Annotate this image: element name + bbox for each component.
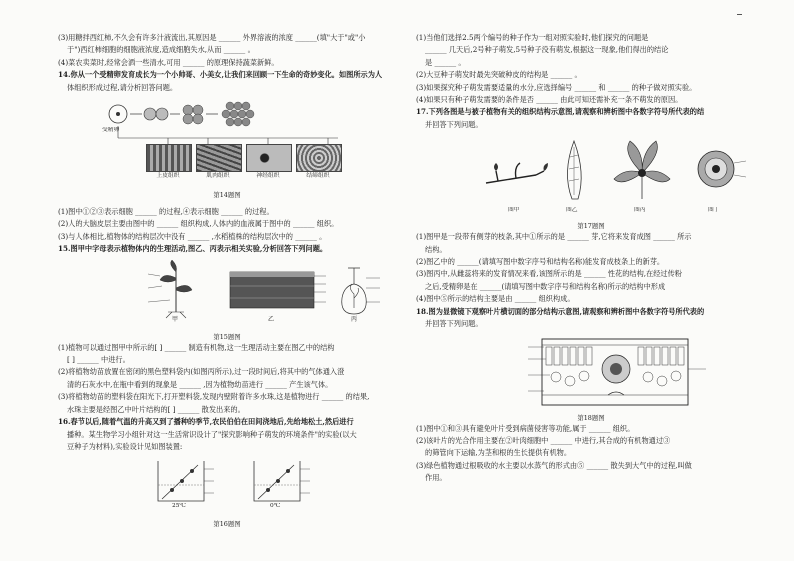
q15-caption: 第15题图 bbox=[213, 332, 241, 341]
q18-part3-cont: 作用。 bbox=[425, 473, 447, 483]
q18-caption: 第18题图 bbox=[577, 413, 605, 422]
q17-label-c: 图丙 bbox=[634, 207, 646, 214]
q14-caption: 第14题图 bbox=[213, 191, 241, 200]
epithelial-tissue-image bbox=[146, 144, 192, 172]
q16-part1: (1)当他们选择2.5两个编号的种子作为一组对照实验时,他们探究的问题是 bbox=[416, 33, 649, 42]
q15-part3: (3)将植物幼苗的塑料袋在阳光下,打开塑料袋,发现内壁附着许多水珠,这是植物进行 ______ 的结果, bbox=[58, 392, 370, 402]
q15-part1: (1)植物可以通过图甲中所示的[ ] ______ 制造有机物,这一生理活动主要在图乙中的结构 bbox=[58, 342, 335, 352]
q14-part3: (3)与人体相比,植物体的结构层次中没有 ______ ,水稻植株的结构层次中的 ______ 。 bbox=[58, 231, 327, 241]
q16-stem-cont2: 豆种子为材料),实验设计见如图装置: bbox=[67, 441, 183, 451]
q13-part3-cont: 于")西红柿细胞的细胞液浓度,造成细胞失水,从而 ______ 。 bbox=[67, 45, 255, 55]
right-column bbox=[416, 32, 766, 485]
q14-stem-cont: 体组织形成过程,请分析回答问题。 bbox=[67, 82, 178, 92]
q15-part1-cont: [ ] ______ 中进行。 bbox=[67, 355, 130, 365]
q16-part4: (4)如果只有种子萌发需要的条件是否 ______ 由此可知还需补充一条不萌发的原因。 bbox=[416, 95, 683, 105]
q14-stem: 14.你从一个受精卵发育成长为一个小帅哥、小美女,让我们来回顾一下生命的奇妙变化。如图所示为人 bbox=[58, 70, 383, 80]
q17-part3: (3)图丙中,从雌蕊将来的发育情况来看,该图所示的是 ______ 性花的结构,在经过传粉 bbox=[416, 269, 682, 279]
q18-leaf-cross-section bbox=[416, 333, 766, 409]
q17-label-a: 图甲 bbox=[508, 207, 520, 214]
q16-caption: 第16题图 bbox=[213, 520, 241, 529]
q16-stem-cont: 播种。某生物学习小组针对这一生活常识设计了"探究影响种子萌发的环境条件"的实验(以大 bbox=[67, 429, 357, 439]
q17-stem: 17.下列各图是与被子植物有关的组织结构示意图,请观察和辨析图中各数字符号所代表的结 bbox=[416, 107, 705, 117]
q15-part2-cont: 清的石灰水中,在瓶中看到的现象是 ______ ,因为植物幼苗进行 ______ 产生该气体。 bbox=[67, 379, 333, 389]
q15-stem: 15.图甲中字母表示植物体内的生理活动,图乙、丙表示相关实验,分析回答下列问题。 bbox=[58, 244, 328, 254]
q16-part3: (3)如果探究种子萌发需要适量的水分,应选择编号 ______ 和 ______ 的种子做对照实验。 bbox=[416, 82, 697, 92]
q15-label-a: 甲 bbox=[172, 315, 179, 323]
q17-caption: 第17题图 bbox=[577, 222, 605, 231]
corner-mark bbox=[737, 14, 742, 15]
q17-stem-cont: 并回答下列问题。 bbox=[425, 119, 483, 129]
zygote-label: 受精卵 bbox=[102, 127, 120, 134]
nerve-tissue-label: 神经组织 bbox=[256, 173, 280, 180]
q16-figure bbox=[58, 455, 396, 517]
q17-part4: (4)图中⑤所示的结构主要是由 ______ 组织构成。 bbox=[416, 294, 575, 304]
left-column bbox=[58, 32, 396, 529]
muscle-tissue-image bbox=[196, 144, 242, 172]
q17-part3-cont: 之后,受精卵是在 ______(请填写图中数字序号和结构名称)所示的结构中形成 bbox=[425, 281, 666, 291]
q17-plant-organs-diagram bbox=[416, 133, 766, 205]
q16-part1-cont: ______ 几天后,2号种子萌发,5号种子没有萌发,根据这一现象,他们得出的结论 bbox=[425, 45, 669, 55]
connective-tissue-label: 结缔组织 bbox=[306, 173, 330, 180]
q14-part1: (1)图中①②③表示细胞 ______ 的过程,④表示细胞 ______ 的过程。 bbox=[58, 207, 274, 217]
q15-label-c: 丙 bbox=[351, 315, 358, 323]
q16-temp-0: 0℃ bbox=[270, 503, 281, 510]
q18-part2-cont: 的筛管向下运输,为茎和根的生长提供有机物。 bbox=[425, 448, 572, 458]
q16-stem: 16.春节以后,随着气温的升高又到了播种的季节,农民伯伯在田间浇地后,先给地松土,然后进行 bbox=[58, 417, 354, 427]
muscle-tissue-label: 肌肉组织 bbox=[206, 173, 230, 180]
q15-figure bbox=[58, 258, 396, 330]
q18-part1: (1)图中①和③具有避免叶片受到病菌侵害等功能,属于 ______ 组织。 bbox=[416, 423, 635, 433]
q16-temp-25: 25℃ bbox=[172, 503, 186, 510]
q17-figure bbox=[416, 133, 766, 219]
q15-part3-cont: 水珠主要是经图乙中叶片结构的[ ] ______ 散发出来的。 bbox=[67, 404, 245, 414]
q17-label-b: 图乙 bbox=[566, 207, 578, 214]
q15-part2: (2)将植物幼苗放置在密闭的黑色塑料袋内(如图丙所示),过一段时间后,将其中的气体通入澄 bbox=[58, 367, 345, 377]
q16-part1-cont2: 是 ______ 。 bbox=[425, 57, 466, 67]
q17-part1: (1)图甲是一段带有侧芽的枝条,其中①所示的是 ______ 芽,它将来发育成图 ______ 所示 bbox=[416, 232, 692, 242]
q17-part1-cont: 结构。 bbox=[425, 244, 447, 254]
q18-stem-cont: 并回答下列问题。 bbox=[425, 319, 483, 329]
q14-figure bbox=[58, 96, 396, 204]
q17-part2: (2)图乙中的 ______(请填写图中数字序号和结构名称)能发育成枝条上的新芽。 bbox=[416, 257, 665, 267]
q17-label-d: 图丁 bbox=[708, 207, 720, 214]
q16-beaker-diagram bbox=[58, 455, 396, 507]
connective-tissue-image bbox=[296, 144, 342, 172]
q13-part3: (3)用糖拌西红柿,不久会有许多汁液流出,其原因是 ______ 外界溶液的浓度 ______(填"大于"或"小 bbox=[58, 33, 366, 42]
q18-figure bbox=[416, 333, 766, 411]
nerve-tissue-image bbox=[246, 144, 292, 172]
q18-stem: 18.图为显微镜下观察叶片横切面的部分结构示意图,请观察和辨析图中各数字符号所代表的 bbox=[416, 306, 705, 316]
q14-part2: (2)人的大脑皮层主要由图中的 ______ 组织构成,人体内的血液属于图中的 ______ 组织。 bbox=[58, 219, 339, 229]
q18-part2: (2)该叶片的光合作用主要在②叶肉细胞中 ______ 中进行,其合成的有机物通过③ bbox=[416, 435, 671, 445]
q15-plant-diagram bbox=[58, 258, 396, 320]
epithelial-tissue-label: 上皮组织 bbox=[156, 173, 180, 180]
q16-part2: (2)大豆种子萌发时最先突破种皮的结构是 ______ 。 bbox=[416, 70, 582, 80]
q18-part3: (3)绿色植物通过根吸收的水主要以水蒸气的形式由⑤ ______ 散失到大气中的过程,叫做 bbox=[416, 460, 692, 470]
q15-label-b: 乙 bbox=[268, 315, 275, 323]
q13-part4: (4)菜农卖菜时,经常会洒一些清水,可用 ______ 的原理保持蔬菜新鲜。 bbox=[58, 57, 279, 67]
